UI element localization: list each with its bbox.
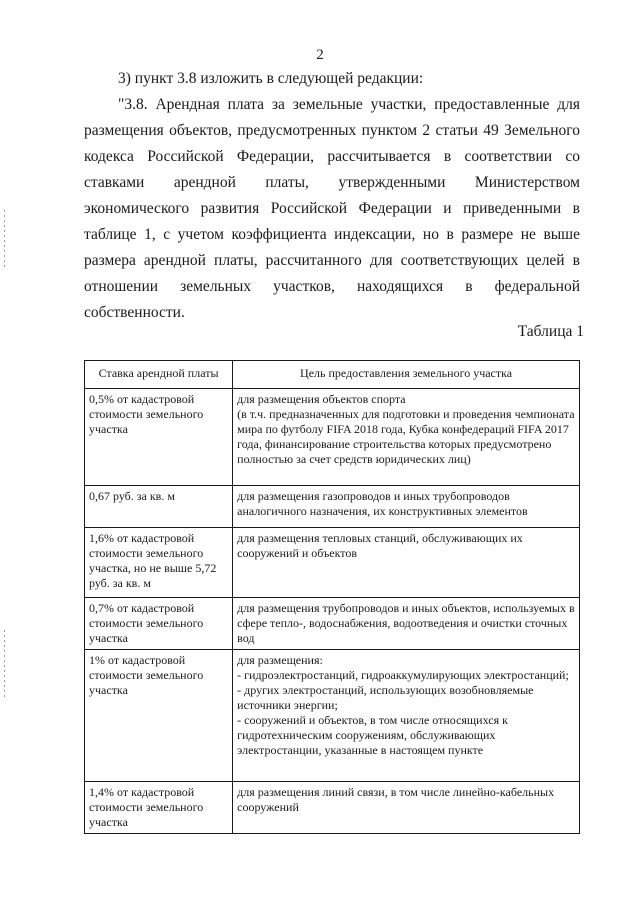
purpose-line: (в т.ч. предназначенных для подготовки и проведения чемпионата мира по футболу FIFA 2018 года, Кубка конфедераций FIFA 2017 года, финансирование строительства которых предусмотрено полностью за счет средств юридических лиц) (237, 407, 575, 466)
column-header-rate: Ставка арендной платы (85, 361, 233, 389)
table-header-row (85, 361, 580, 389)
purpose-cell (233, 782, 580, 834)
scan-margin-mark (4, 210, 5, 270)
purpose-line: для размещения трубопроводов и иных объектов, используемых в сфере тепло-, водоснабжения, водоотведения и очистки сточных вод (237, 601, 575, 645)
paragraph-line: отношении земельных участков, находящихся в федеральной (84, 278, 580, 295)
purpose-cell (233, 486, 580, 528)
rate-cell: 0,7% от кадастровой стоимости земельного участка (85, 598, 233, 650)
rate-cell: 1,6% от кадастровой стоимости земельного участка, но не выше 5,72 руб. за кв. м (85, 528, 233, 598)
paragraph-line: "3.8. Арендная плата за земельные участки, предоставленные для (118, 96, 580, 113)
point-heading: 3) пункт 3.8 изложить в следующей редакции: (118, 70, 424, 87)
purpose-line: - гидроэлектростанций, гидроаккумулирующих электростанций; (237, 668, 569, 682)
table-caption: Таблица 1 (517, 323, 584, 340)
rate-cell: 0,5% от кадастровой стоимости земельного участка (85, 389, 233, 486)
paragraph-line: экономического развития Российской Федерации и приведенными в (84, 200, 580, 217)
paragraph-line: размера арендной платы, рассчитанного для соответствующих целей в (84, 252, 580, 269)
scan-margin-mark (4, 630, 5, 700)
table-row (85, 389, 580, 486)
table-row (85, 650, 580, 782)
rate-cell: 1,4% от кадастровой стоимости земельного участка (85, 782, 233, 834)
purpose-line: - сооружений и объектов, в том числе относящихся к гидротехническим сооружениям, обслуживающих электростанции, указанные в настоящем пункте (237, 713, 508, 757)
rate-cell: 1% от кадастровой стоимости земельного участка (85, 650, 233, 782)
purpose-cell (233, 650, 580, 782)
paragraph-line: кодекса Российской Федерации, рассчитывается в соответствии со (84, 148, 580, 165)
table-row (85, 598, 580, 650)
purpose-cell (233, 528, 580, 598)
table-row (85, 528, 580, 598)
purpose-cell (233, 598, 580, 650)
table-row (85, 782, 580, 834)
purpose-line: для размещения объектов спорта (237, 392, 406, 406)
purpose-line: для размещения линий связи, в том числе линейно-кабельных сооружений (237, 785, 555, 814)
purpose-line: - других электростанций, использующих возобновляемые источники энергии; (237, 683, 534, 712)
purpose-cell (233, 389, 580, 486)
page-number: 2 (316, 47, 324, 63)
paragraph-line: ставками арендной платы, утвержденными Министерством (84, 174, 580, 191)
purpose-line: для размещения тепловых станций, обслуживающих их сооружений и объектов (237, 531, 523, 560)
paragraph-line: размещения объектов, предусмотренных пунктом 2 статьи 49 Земельного (84, 122, 580, 139)
purpose-line: для размещения газопроводов и иных трубопроводов аналогичного назначения, их конструктивных элементов (237, 489, 528, 518)
paragraph-line: таблице 1, с учетом коэффициента индексации, но в размере не выше (84, 226, 580, 243)
column-header-purpose: Цель предоставления земельного участка (233, 361, 580, 389)
table-row (85, 486, 580, 528)
paragraph-line: собственности. (84, 304, 185, 321)
purpose-line: для размещения: (237, 653, 323, 667)
rate-cell: 0,67 руб. за кв. м (85, 486, 233, 528)
rent-rate-table (84, 360, 580, 834)
